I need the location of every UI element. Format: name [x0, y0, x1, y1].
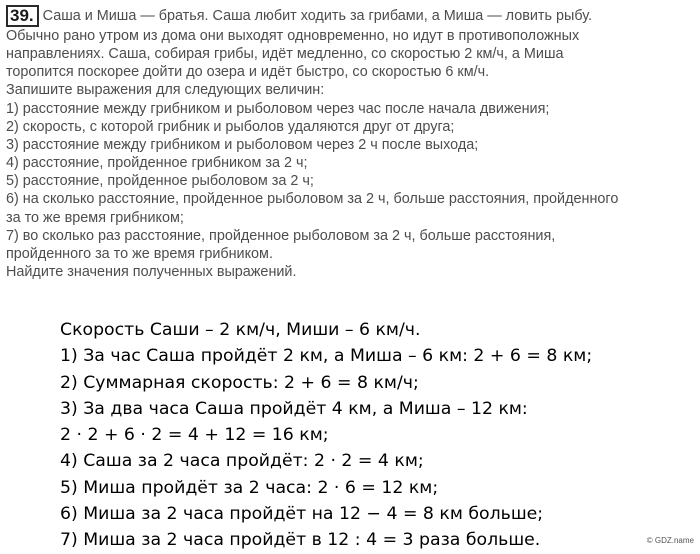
- problem-statement-line-4: торопится поскорее дойти до озера и идёт быстро, со скоростью 6 км/ч.: [6, 64, 490, 81]
- solution-line-intro: Скорость Саши – 2 км/ч, Миши – 6 км/ч.: [60, 320, 421, 340]
- problem-statement-line-1: [6, 5, 694, 27]
- problem-item-2: 2) скорость, с которой грибник и рыболов удаляются друг от друга;: [6, 118, 455, 135]
- problem-item-4: 4) расстояние, пройденное грибником за 2 ч;: [6, 155, 308, 172]
- solution-line-7: 7) Миша за 2 часа пройдёт в 12 : 4 = 3 раза больше.: [60, 530, 541, 551]
- problem-item-7-line-2: пройденного за то же время грибником.: [6, 245, 273, 262]
- problem-final-instruction: Найдите значения полученных выражений.: [6, 264, 297, 281]
- problem-item-5: 5) расстояние, пройденное рыболовом за 2 ч;: [6, 173, 314, 190]
- solution-line-3-calc: 2 · 2 + 6 · 2 = 4 + 12 = 16 км;: [60, 425, 329, 446]
- solution-block: [60, 317, 690, 554]
- solution-line-6: 6) Миша за 2 часа пройдёт на 12 − 4 = 8 км больше;: [60, 504, 544, 525]
- solution-line-3: 3) За два часа Саша пройдёт 4 км, а Миша – 12 км:: [60, 398, 528, 419]
- solution-line-2: 2) Суммарная скорость: 2 + 6 = 8 км/ч;: [60, 372, 419, 393]
- problem-block: [6, 5, 694, 281]
- problem-item-7-line-1: 7) во сколько раз расстояние, пройденное рыболовом за 2 ч, больше расстояния,: [6, 227, 556, 244]
- problem-instruction: Запишите выражения для следующих величин:: [6, 82, 325, 99]
- problem-item-1: 1) расстояние между грибником и рыболовом через час после начала движения;: [6, 100, 550, 117]
- problem-statement-line-3: направлениях. Саша, собирая грибы, идёт медленно, со скоростью 2 км/ч, а Миша: [6, 46, 564, 63]
- solution-line-5: 5) Миша пройдёт за 2 часа: 2 · 6 = 12 км;: [60, 477, 439, 498]
- problem-item-6-line-2: за то же время грибником;: [6, 209, 184, 226]
- watermark: © GDZ.name: [646, 536, 694, 545]
- problem-statement-text: Саша и Миша — братья. Саша любит ходить за грибами, а Миша — ловить рыбу.: [42, 8, 593, 24]
- solution-line-4: 4) Саша за 2 часа пройдёт: 2 · 2 = 4 км;: [60, 451, 424, 472]
- solution-line-1: 1) За час Саша пройдёт 2 км, а Миша – 6 км: 2 + 6 = 8 км;: [60, 346, 593, 367]
- problem-number: 39.: [6, 5, 39, 27]
- problem-item-3: 3) расстояние между грибником и рыболовом через 2 ч после выхода;: [6, 136, 479, 153]
- problem-item-6-line-1: 6) на сколько расстояние, пройденное рыболовом за 2 ч, больше расстояния, пройденного: [6, 191, 619, 208]
- problem-statement-line-2: Обычно рано утром из дома они выходят одновременно, но идут в противоположных: [6, 28, 580, 44]
